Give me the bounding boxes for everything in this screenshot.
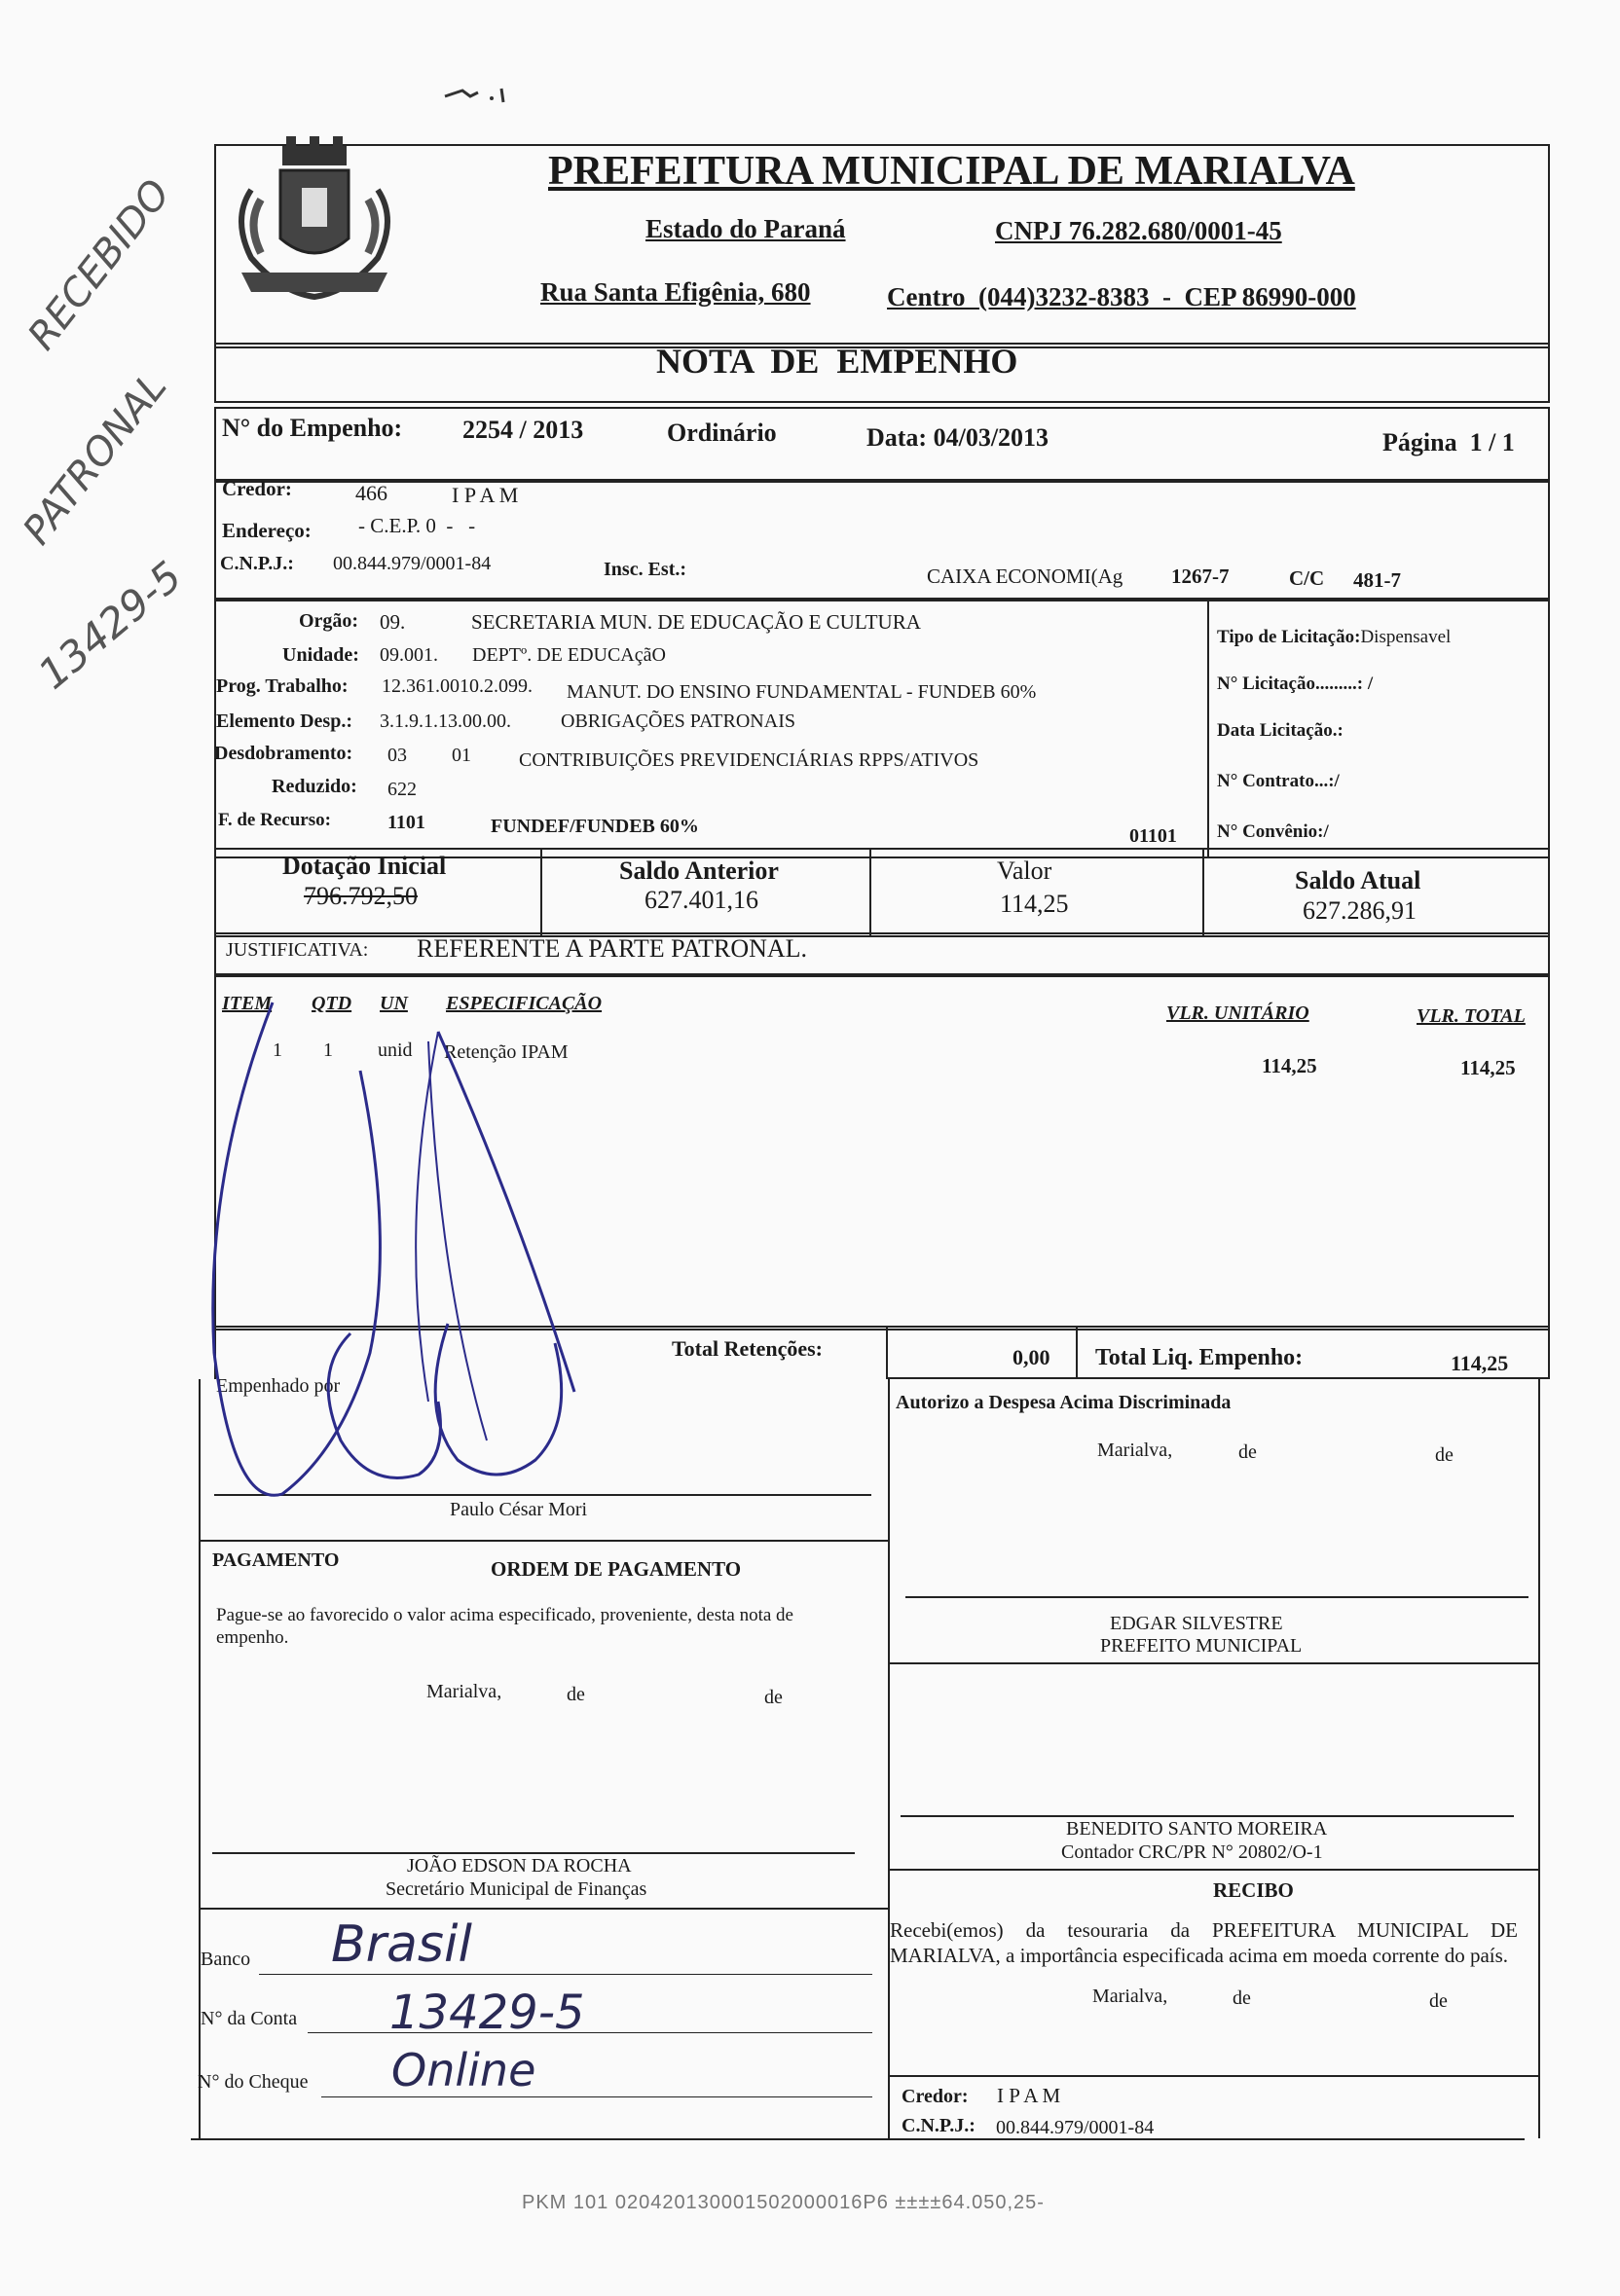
recibo-cnpj-label: C.N.P.J.: <box>902 2115 976 2136</box>
unidade-name: DEPTº. DE EDUCAçãO <box>472 644 666 666</box>
dotacao-value: 796.792,50 <box>304 882 418 910</box>
margin-note-account: 13429-5 <box>29 552 191 699</box>
col-header-espec: ESPECIFICAÇÃO <box>446 993 603 1014</box>
justificativa-text: REFERENTE A PARTE PATRONAL. <box>417 934 808 963</box>
secretario-name: JOÃO EDSON DA ROCHA <box>407 1855 632 1877</box>
pagamento-text: Pague-se ao favorecido o valor acima especificado, proveniente, desta nota de empenho. <box>216 1605 793 1648</box>
elemento-label: Elemento Desp.: <box>216 711 352 732</box>
unidade-code: 09.001. <box>380 644 438 666</box>
bank-agency: 1267-7 <box>1171 565 1230 588</box>
cc-label: C/C <box>1289 566 1325 590</box>
elemento-name: OBRIGAÇÕES PATRONAIS <box>561 711 795 732</box>
col-header-un: UN <box>380 993 408 1014</box>
contador-role: Contador CRC/PR N° 20802/O-1 <box>1061 1841 1323 1863</box>
empenho-number-label: N° do Empenho: <box>222 414 403 442</box>
pagamento-label: PAGAMENTO <box>212 1549 340 1571</box>
justificativa-row <box>214 932 1550 975</box>
pen-oval-stroke <box>419 1294 643 1489</box>
empenhado-name: Paulo César Mori <box>450 1499 588 1520</box>
prog-name: MANUT. DO ENSINO FUNDAMENTAL - FUNDEB 60% <box>567 681 1037 703</box>
total-liq-label: Total Liq. Empenho: <box>1095 1345 1304 1370</box>
col-header-qtd: QTD <box>312 993 352 1014</box>
autorizo-de-2: de <box>1435 1444 1454 1466</box>
col-header-vlr-unit: VLR. UNITÁRIO <box>1166 1002 1309 1024</box>
recurso-name: FUNDEF/FUNDEB 60% <box>491 816 699 837</box>
orgao-name: SECRETARIA MUN. DE EDUCAÇÃO E CULTURA <box>471 610 921 634</box>
autorizo-de-1: de <box>1238 1441 1257 1463</box>
total-retencoes-value: 0,00 <box>1012 1345 1050 1369</box>
justificativa-label: JUSTIFICATIVA: <box>226 939 369 961</box>
banco-handwriting: Brasil <box>331 1915 472 1974</box>
banco-label: Banco <box>201 1949 251 1970</box>
licitacao-data: Data Licitação.: <box>1217 720 1344 741</box>
page-title: PREFEITURA MUNICIPAL DE MARIALVA <box>548 149 1355 194</box>
recurso-code-2: 01101 <box>1129 825 1177 847</box>
empenho-number: 2254 / 2013 <box>462 416 584 444</box>
total-liq-value: 114,25 <box>1451 1351 1509 1375</box>
licitacao-numero: N° Licitação.........: / <box>1217 674 1374 694</box>
valor-label: Valor <box>997 856 1052 885</box>
empenho-type: Ordinário <box>667 419 777 447</box>
address-label: Endereço: <box>222 519 312 542</box>
top-mark <box>443 83 511 104</box>
secretario-role: Secretário Municipal de Finanças <box>386 1878 647 1900</box>
contador-name: BENEDITO SANTO MOREIRA <box>1066 1818 1328 1840</box>
bank-name: CAIXA ECONOMI(Ag <box>927 565 1123 588</box>
prog-label: Prog. Trabalho: <box>216 675 349 697</box>
conta-label: N° da Conta <box>201 2008 298 2029</box>
recibo-de-2: de <box>1429 1990 1448 2012</box>
coat-of-arms-emblem <box>222 131 407 302</box>
valor-value: 114,25 <box>1000 890 1069 918</box>
recibo-title: RECIBO <box>1213 1878 1294 1902</box>
col-header-vlr-total: VLR. TOTAL <box>1417 1005 1526 1027</box>
cc-number: 481-7 <box>1353 568 1401 592</box>
cnpj-text: CNPJ 76.282.680/0001-45 <box>995 216 1282 245</box>
saldo-anterior-value: 627.401,16 <box>644 886 758 914</box>
item-row-1-vlr-total: 114,25 <box>1460 1056 1516 1079</box>
prog-code: 12.361.0010.2.099. <box>382 675 533 697</box>
autorizo-city: Marialva, <box>1097 1440 1173 1461</box>
item-row-1-espec: Retenção IPAM <box>444 1041 569 1063</box>
credor-block <box>214 481 1550 600</box>
credor-code: 466 <box>355 481 387 505</box>
insc-est-label: Insc. Est.: <box>604 559 687 580</box>
credor-cnpj: 00.844.979/0001-84 <box>333 553 492 574</box>
convenio-number: N° Convênio:/ <box>1217 821 1329 842</box>
total-retencoes-label: Total Retenções: <box>672 1336 823 1361</box>
reduzido-label: Reduzido: <box>272 776 357 797</box>
orgao-label: Orgão: <box>299 610 359 632</box>
address-text: Centro (044)3232-8383 - CEP 86990-000 <box>887 282 1356 311</box>
reduzido-value: 622 <box>387 779 417 800</box>
recibo-text: Recebi(emos) da tesouraria da PREFEITURA MUNICIPAL DE MARIALVA, a importância especificada acima em moeda corrente do país. <box>890 1918 1518 1967</box>
recibo-credor-name: I P A M <box>997 2084 1061 2107</box>
desdob-a: 03 <box>387 745 407 766</box>
saldo-atual-value: 627.286,91 <box>1303 896 1417 925</box>
pagamento-de-1: de <box>567 1684 585 1705</box>
dotacao-label: Dotação Inicial <box>282 852 447 880</box>
prefeito-role: PREFEITO MUNICIPAL <box>1100 1635 1303 1657</box>
desdob-name: CONTRIBUIÇÕES PREVIDENCIÁRIAS RPPS/ATIVOS <box>519 749 979 771</box>
margin-note-recebido: RECEBIDO <box>19 171 180 359</box>
page-number: Página 1 / 1 <box>1382 428 1515 456</box>
doc-title: NOTA DE EMPENHO <box>656 342 1018 381</box>
street-text: Rua Santa Efigênia, 680 <box>540 277 811 307</box>
empenho-date: Data: 04/03/2013 <box>866 423 1049 452</box>
saldo-atual-label: Saldo Atual <box>1295 866 1421 894</box>
desdob-b: 01 <box>452 745 471 766</box>
recibo-credor-label: Credor: <box>902 2086 969 2107</box>
contrato-number: N° Contrato...:/ <box>1217 771 1340 791</box>
recibo-cnpj: 00.844.979/0001-84 <box>996 2117 1155 2138</box>
unidade-label: Unidade: <box>282 644 359 666</box>
item-row-1-un: unid <box>378 1039 413 1061</box>
autorizo-text: Autorizo a Despesa Acima Discriminada <box>896 1392 1232 1413</box>
empenhado-label: Empenhado por <box>216 1375 341 1397</box>
credor-cnpj-label: C.N.P.J.: <box>220 553 294 574</box>
elemento-code: 3.1.9.1.13.00.00. <box>380 711 511 732</box>
recurso-label: F. de Recurso: <box>218 810 331 830</box>
licitacao-tipo: Tipo de Licitação:Dispensavel <box>1217 627 1452 647</box>
credor-name: I P A M <box>452 483 519 507</box>
credor-address: - C.E.P. 0 - - <box>358 514 476 537</box>
cheque-handwriting: Online <box>391 2044 536 2096</box>
col-header-item: ITEM <box>222 993 273 1014</box>
footer-code: PKM 101 020420130001502000016P6 ±±±±64.050,25- <box>522 2192 1045 2213</box>
saldo-anterior-label: Saldo Anterior <box>619 856 779 885</box>
cheque-label: N° do Cheque <box>198 2071 309 2093</box>
conta-handwriting: 13429-5 <box>389 1986 585 2040</box>
credor-label: Credor: <box>222 477 292 500</box>
item-row-1-vlr-unit: 114,25 <box>1262 1054 1317 1077</box>
desdob-label: Desdobramento: <box>214 743 353 764</box>
recibo-de-1: de <box>1233 1987 1251 2009</box>
pagamento-de-2: de <box>764 1687 783 1708</box>
prefeito-name: EDGAR SILVESTRE <box>1110 1613 1283 1634</box>
margin-note-patronal: PATRONAL <box>15 364 176 554</box>
recurso-code: 1101 <box>387 812 425 833</box>
pagamento-city: Marialva, <box>426 1681 502 1702</box>
recibo-city: Marialva, <box>1092 1986 1168 2007</box>
item-row-1-qtd: 1 <box>323 1039 333 1061</box>
ordem-pagamento-title: ORDEM DE PAGAMENTO <box>491 1557 742 1581</box>
orgao-code: 09. <box>380 610 406 634</box>
item-row-1-item: 1 <box>273 1039 282 1061</box>
state-text: Estado do Paraná <box>645 214 846 243</box>
